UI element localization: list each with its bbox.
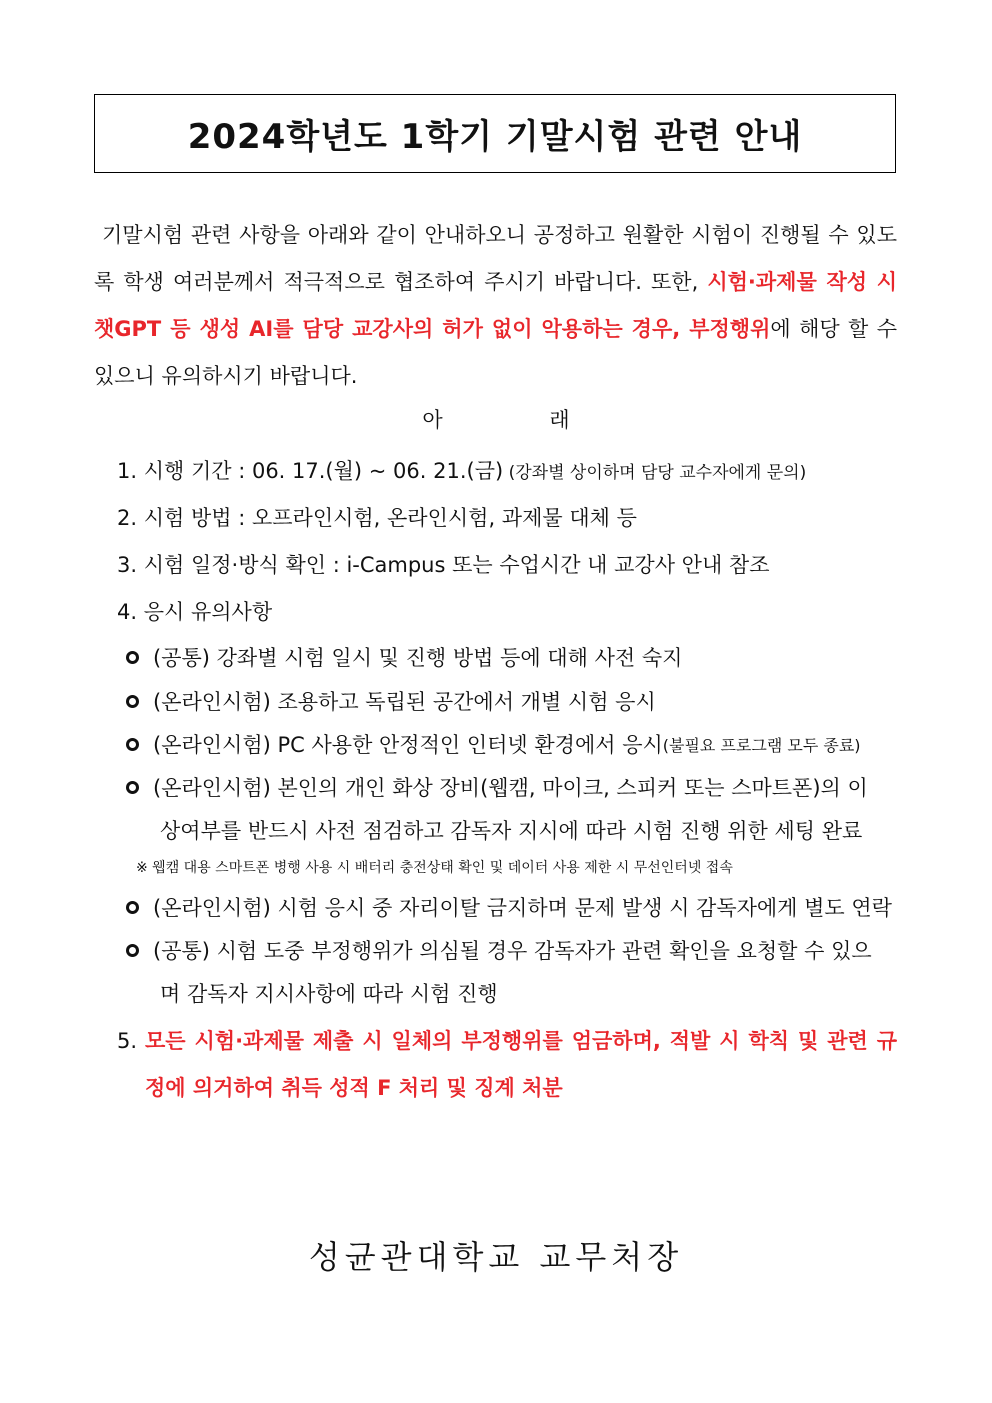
- notice-bullet-text: (온라인시험) PC 사용한 안정적인 인터넷 환경에서 응시: [153, 733, 663, 757]
- item-period: [117, 455, 806, 485]
- notice-bullet: [126, 935, 872, 965]
- item-misconduct-number: 5.: [117, 1029, 138, 1053]
- signature: 성균관대학교 교무처장: [308, 1238, 684, 1276]
- intro-text: 기말시험 관련 사항을 아래와 같이 안내하오니 공정하고 원활한 시험이 진행될 수 있도록 학생 여러분께서 적극적으로 협조하여 주시기 바랍니다. 또한,: [94, 223, 897, 294]
- webcam-note: ※ 웹캠 대용 스마트폰 병행 사용 시 배터리 충전상태 확인 및 데이터 사용 제한 시 무선인터넷 접속: [136, 860, 733, 876]
- notice-bullet-text: (공통) 시험 도중 부정행위가 의심될 경우 감독자가 관련 확인을 요청할 수 있으: [153, 939, 872, 963]
- item-misconduct: [117, 1018, 897, 1112]
- circle-bullet-icon: [126, 781, 139, 794]
- intro-warning-text: 시험·과제물 작성 시 챗GPT 등 생성 AI를 담당 교강사의 허가 없이 악용하는 경우, 부정행위: [94, 270, 897, 341]
- intro-text-end: 에 해당 할 수 있으니 유의하시기 바랍니다.: [94, 317, 897, 388]
- item-method: 2. 시험 방법 : 오프라인시험, 온라인시험, 과제물 대체 등: [117, 506, 637, 530]
- notice-bullet: [126, 892, 892, 922]
- notice-bullet: [126, 729, 861, 759]
- circle-bullet-icon: [126, 651, 139, 664]
- intro-paragraph: [94, 212, 897, 400]
- section-mark: 아 래: [422, 408, 570, 432]
- page-title: 2024학년도 1학기 기말시험 관련 안내: [187, 117, 803, 157]
- notice-bullet: [126, 686, 656, 716]
- circle-bullet-icon: [126, 738, 139, 751]
- notice-bullet-continuation: 며 감독자 지시사항에 따라 시험 진행: [160, 982, 498, 1006]
- notice-bullet-text: (공통) 강좌별 시험 일시 및 진행 방법 등에 대해 사전 숙지: [153, 646, 683, 670]
- circle-bullet-icon: [126, 944, 139, 957]
- circle-bullet-icon: [126, 901, 139, 914]
- notice-bullet-continuation: 상여부를 반드시 사전 점검하고 감독자 지시에 따라 시험 진행 위한 세팅 완료: [160, 819, 863, 843]
- circle-bullet-icon: [126, 695, 139, 708]
- notice-bullet-text: (온라인시험) 조용하고 독립된 공간에서 개별 시험 응시: [153, 690, 656, 714]
- item-notice-heading: 4. 응시 유의사항: [117, 600, 273, 624]
- item-period-text: 1. 시행 기간 : 06. 17.(월) ~ 06. 21.(금): [117, 459, 504, 483]
- title-box: [94, 94, 896, 173]
- notice-bullet-text: (온라인시험) 시험 응시 중 자리이탈 금지하며 문제 발생 시 감독자에게 별도 연락: [153, 896, 892, 920]
- notice-bullet: [126, 772, 868, 802]
- item-misconduct-text: 모든 시험·과제물 제출 시 일체의 부정행위를 엄금하며, 적발 시 학칙 및 관련 규정에 의거하여 취득 성적 F 처리 및 징계 처분: [145, 1029, 897, 1100]
- item-period-note: (강좌별 상이하며 담당 교수자에게 문의): [503, 463, 807, 483]
- item-schedule: 3. 시험 일정·방식 확인 : i-Campus 또는 수업시간 내 교강사 안내 참조: [117, 553, 770, 577]
- notice-bullet-text: (온라인시험) 본인의 개인 화상 장비(웹캠, 마이크, 스피커 또는 스마트폰)의 이: [153, 776, 868, 800]
- notice-bullet-note: (불필요 프로그램 모두 종료): [662, 735, 861, 755]
- notice-bullet: [126, 642, 682, 672]
